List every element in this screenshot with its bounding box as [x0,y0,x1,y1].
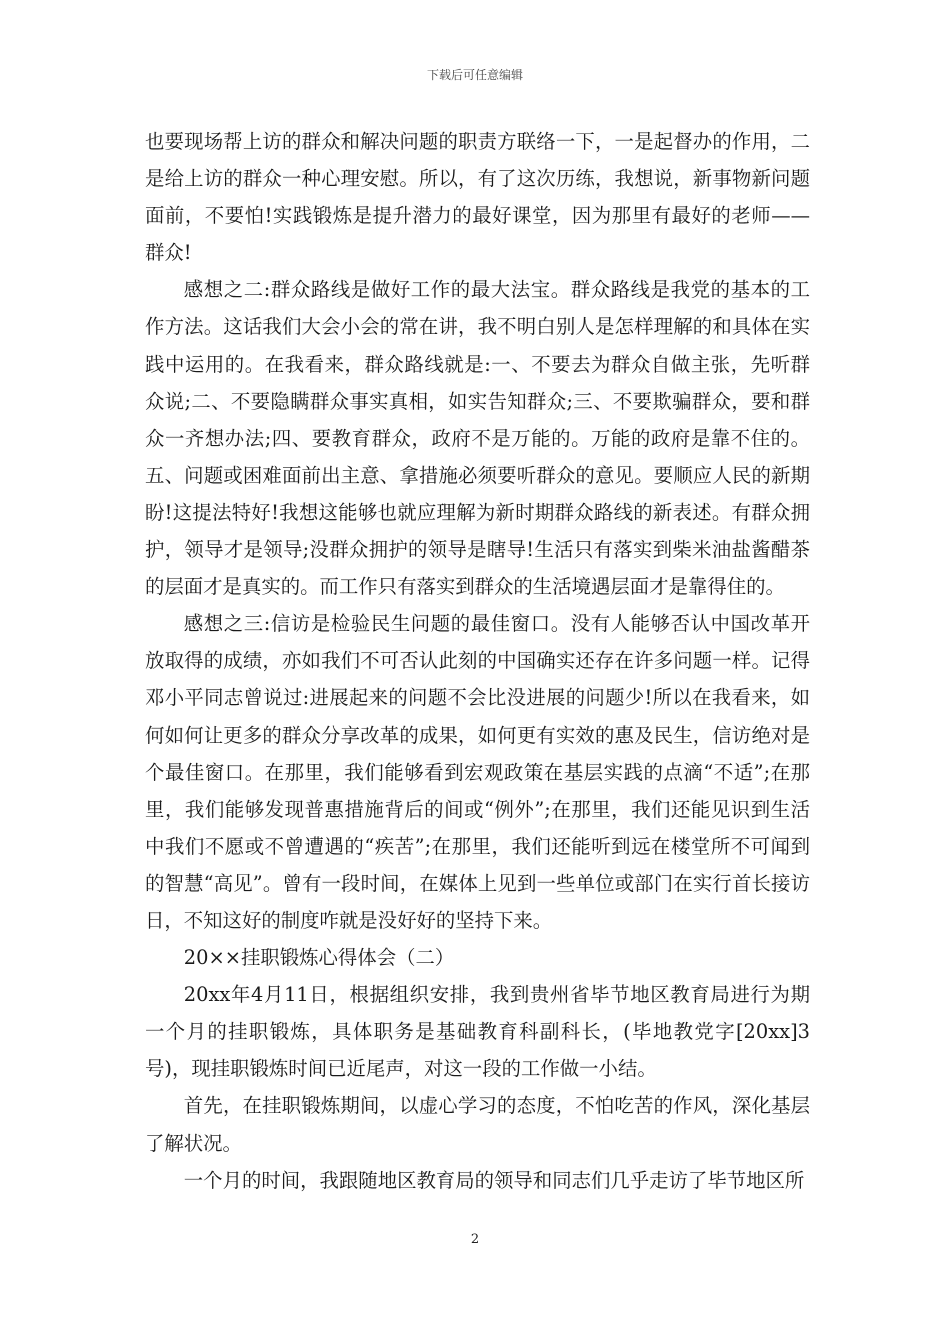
paragraph-continuation: 也要现场帮上访的群众和解决问题的职责方联络一下，一是起督办的作用，二是给上访的群众一种心理安慰。所以，有了这次历练，我想说，新事物新问题面前，不要怕!实践锻炼是提升潜力的最好课堂，因为那里有最好的老师——群众! [145,130,810,265]
paragraph-reflection-three: 感想之三:信访是检验民生问题的最佳窗口。没有人能够否认中国改革开放取得的成绩，亦如我们不可否认此刻的中国确实还存在许多问题一样。记得邓小平同志曾说过:进展起来的问题不会比没进展的问题少!所以在我看来，如何如何让更多的群众分享改革的成果，如何更有实效的惠及民生，信访绝对是个最佳窗口。在那里，我们能够看到宏观政策在基层实践的点滴“不适”;在那里，我们能够发现普惠措施背后的间或“例外”;在那里，我们还能见识到生活中我们不愿或不曾遭遇的“疾苦”;在那里，我们还能听到远在楼堂所不可闻到的智慧“高见”。曾有一段时间，在媒体上见到一些单位或部门在实行首长接访日，不知这好的制度咋就是没好好的坚持下来。 [145,612,810,932]
page-number: 2 [470,1232,480,1247]
page-header: 下载后可任意编辑 [426,68,523,82]
paragraph-month-visits: 一个月的时间，我跟随地区教育局的领导和同志们几乎走访了毕节地区所 [183,1168,805,1192]
paragraph-first-point: 首先，在挂职锻炼期间，以虚心学习的态度，不怕吃苦的作风，深化基层了解状况。 [145,1094,810,1155]
paragraph-intro: 20xx年4月11日，根据组织安排，我到贵州省毕节地区教育局进行为期一个月的挂职锻炼，具体职务是基础教育科副科长，(毕地教党字[20xx]3号)，现挂职锻炼时间已近尾声，对这一段的工作做一小结。 [145,983,810,1081]
paragraph-reflection-two: 感想之二:群众路线是做好工作的最大法宝。群众路线是我党的基本的工作方法。这话我们大会小会的常在讲，我不明白别人是怎样理解的和具体在实践中运用的。在我看来，群众路线就是:一、不要去为群众自做主张，先听群众说;二、不要隐瞒群众事实真相，如实告知群众;三、不要欺骗群众，要和群众一齐想办法;四、要教育群众，政府不是万能的。万能的政府是靠不住的。五、问题或困难面前出主意、拿措施必须要听群众的意见。要顺应人民的新期盼!这提法特好!我想这能够也就应理解为新时期群众路线的新表述。有群众拥护，领导才是领导;没群众拥护的领导是瞎导!生活只有落实到柴米油盐酱醋茶的层面才是真实的。而工作只有落实到群众的生活境遇层面才是靠得住的。 [145,278,810,599]
section-heading: 20××挂职锻炼心得体会（二） [183,946,455,970]
document-body [145,123,810,1199]
